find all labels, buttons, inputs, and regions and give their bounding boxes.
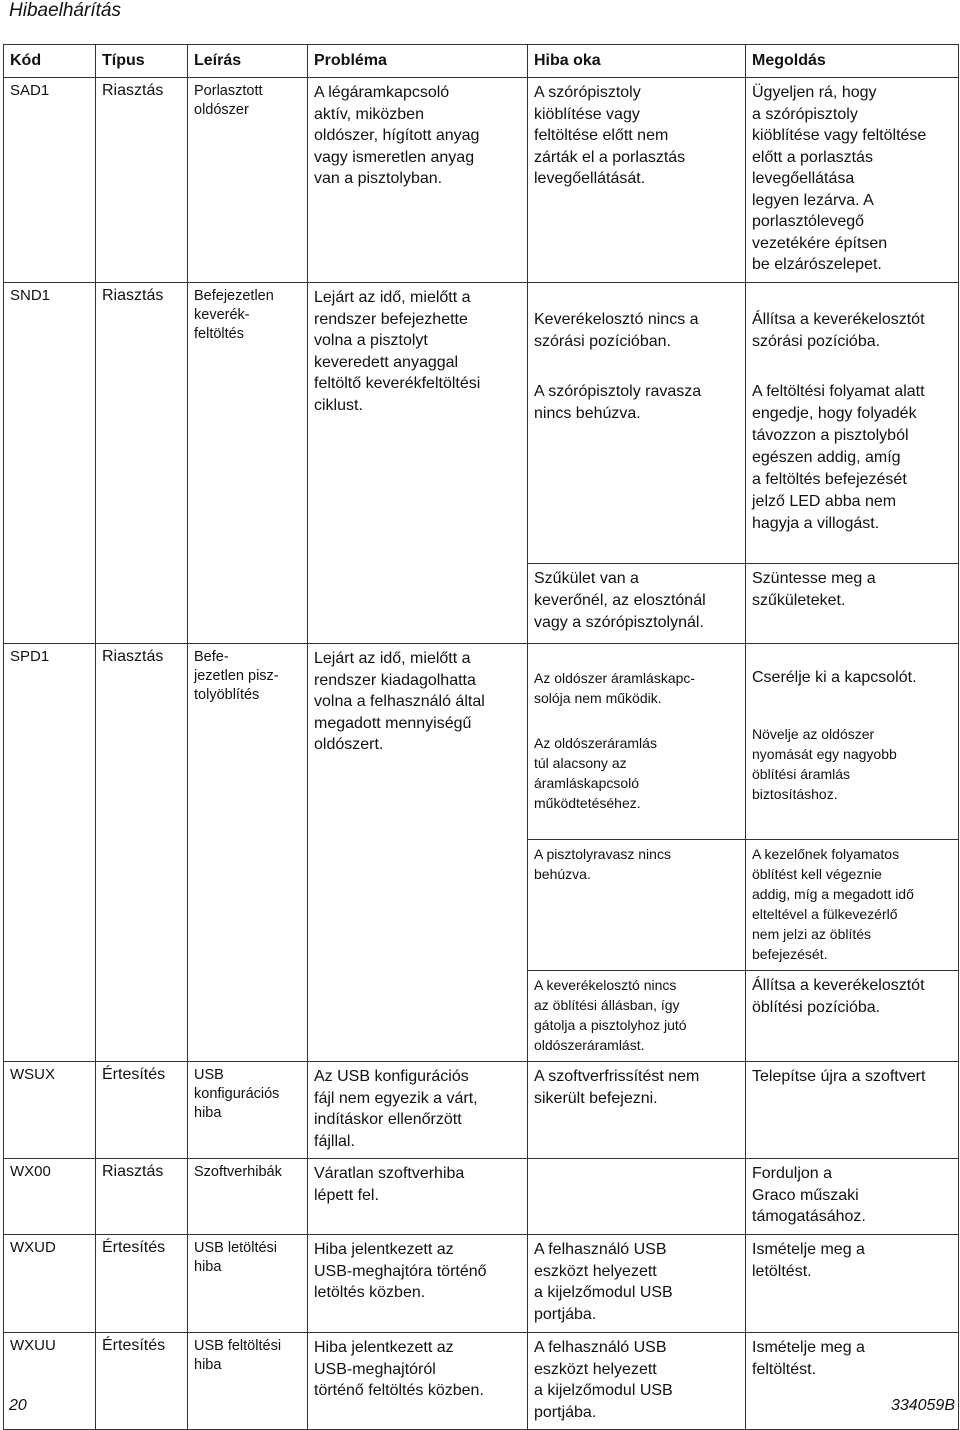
solution-text: Állítsa a keverékelosztót szórási pozícióba. xyxy=(752,311,925,350)
problem-cell: Hiba jelentkezett az USB-meghajtóra történő letöltés közben. xyxy=(308,1235,528,1333)
code-cell: SPD1 xyxy=(4,644,96,1062)
table-row-wxuu xyxy=(4,1333,959,1430)
header-solution: Megoldás xyxy=(746,45,959,78)
header-cause: Hiba oka xyxy=(528,45,746,78)
cause-text: Az oldószer áramláskapc- solója nem működik. xyxy=(534,670,696,706)
description-cell: USB feltöltési hiba xyxy=(188,1333,308,1430)
description-cell: USB konfigurációs hiba xyxy=(188,1062,308,1159)
solution-text: A feltöltési folyamat alatt engedje, hogy folyadék távozzon a pisztolyból egészen addig, amíg a feltöltés befejezését jelző LED abba nem hagyja a villogást. xyxy=(752,383,925,532)
type-cell: Értesítés xyxy=(96,1333,188,1430)
code-cell: WX00 xyxy=(4,1159,96,1235)
table-row-wsux xyxy=(4,1062,959,1159)
description-cell: USB letöltési hiba xyxy=(188,1235,308,1333)
type-cell: Riasztás xyxy=(96,644,188,1062)
type-cell: Riasztás xyxy=(96,78,188,283)
code-cell: WXUU xyxy=(4,1333,96,1430)
solution-cell xyxy=(746,644,959,840)
problem-cell: Lejárt az idő, mielőtt a rendszer befejezhette volna a pisztolyt keveredett anyaggal feltöltő keverékfeltöltési ciklust. xyxy=(308,283,528,644)
code-cell: WXUD xyxy=(4,1235,96,1333)
table-header-row xyxy=(4,45,959,78)
solution-cell xyxy=(746,283,959,564)
solution-cell: Szüntesse meg a szűkületeket. xyxy=(746,564,959,644)
solution-cell: Ismételje meg a letöltést. xyxy=(746,1235,959,1333)
cause-text: Az oldószeráramlás túl alacsony az áramláskapcsoló működtetéséhez. xyxy=(534,735,657,811)
problem-cell: Az USB konfigurációs fájl nem egyezik a várt, indításkor ellenőrzött fájllal. xyxy=(308,1062,528,1159)
header-code: Kód xyxy=(4,45,96,78)
cause-cell: A keverékelosztó nincs az öblítési állásban, így gátolja a pisztolyhoz jutó oldószeráramlást. xyxy=(528,971,746,1062)
problem-cell: Váratlan szoftverhiba lépett fel. xyxy=(308,1159,528,1235)
solution-text: Növelje az oldószer nyomását egy nagyobb öblítési áramlás biztosításhoz. xyxy=(752,726,897,802)
type-cell: Riasztás xyxy=(96,283,188,644)
document-number: 334059B xyxy=(890,1397,955,1414)
cause-cell: A felhasználó USB eszközt helyezett a kijelzőmodul USB portjába. xyxy=(528,1235,746,1333)
code-cell: SAD1 xyxy=(4,78,96,283)
type-cell: Értesítés xyxy=(96,1062,188,1159)
page-title: Hibaelhárítás xyxy=(9,0,121,21)
problem-cell: Hiba jelentkezett az USB-meghajtóról történő feltöltés közben. xyxy=(308,1333,528,1430)
description-cell: Szoftverhibák xyxy=(188,1159,308,1235)
table-row-snd1 xyxy=(4,283,959,564)
table-row-spd1 xyxy=(4,644,959,840)
troubleshooting-table xyxy=(3,44,959,1430)
table-row-sad1 xyxy=(4,78,959,283)
code-cell: WSUX xyxy=(4,1062,96,1159)
code-cell: SND1 xyxy=(4,283,96,644)
cause-cell xyxy=(528,644,746,840)
cause-cell xyxy=(528,1159,746,1235)
header-problem: Probléma xyxy=(308,45,528,78)
cause-cell: Szűkület van a keverőnél, az elosztónál vagy a szórópisztolynál. xyxy=(528,564,746,644)
description-cell: Porlasztott oldószer xyxy=(188,78,308,283)
solution-cell: A kezelőnek folyamatos öblítést kell végeznie addig, míg a megadott idő elteltével a fülkevezérlő nem jelzi az öblítés befejezését. xyxy=(746,840,959,971)
cause-cell: A szoftverfrissítést nem sikerült befejezni. xyxy=(528,1062,746,1159)
table-row-wxud xyxy=(4,1235,959,1333)
cause-cell: A szórópisztoly kiöblítése vagy feltöltése előtt nem zárták el a porlasztás levegőellátását. xyxy=(528,78,746,283)
problem-cell: Lejárt az idő, mielőtt a rendszer kiadagolhatta volna a felhasználó által megadott mennyiségű oldószert. xyxy=(308,644,528,1062)
solution-cell: Állítsa a keverékelosztót öblítési pozícióba. xyxy=(746,971,959,1062)
cause-text: A szórópisztoly ravasza nincs behúzva. xyxy=(534,383,702,422)
solution-cell: Ügyeljen rá, hogy a szórópisztoly kiöblítése vagy feltöltése előtt a porlasztás levegőellátása legyen lezárva. A porlasztólevegő vezetékére építsen be elzárószelepet. xyxy=(746,78,959,283)
solution-text: Cserélje ki a kapcsolót. xyxy=(752,669,917,686)
header-description: Leírás xyxy=(188,45,308,78)
solution-cell: Forduljon a Graco műszaki támogatásához. xyxy=(746,1159,959,1235)
page-number: 20 xyxy=(9,1397,27,1414)
cause-cell: A pisztolyravasz nincs behúzva. xyxy=(528,840,746,971)
solution-cell: Ismételje meg a feltöltést. xyxy=(746,1333,959,1430)
description-cell: Befejezetlen keverék- feltöltés xyxy=(188,283,308,644)
table-row-wx00 xyxy=(4,1159,959,1235)
description-cell: Befe- jezetlen pisz- tolyöblítés xyxy=(188,644,308,1062)
problem-cell: A légáramkapcsoló aktív, miközben oldószer, hígított anyag vagy ismeretlen anyag van a pisztolyban. xyxy=(308,78,528,283)
header-type: Típus xyxy=(96,45,188,78)
type-cell: Riasztás xyxy=(96,1159,188,1235)
type-cell: Értesítés xyxy=(96,1235,188,1333)
cause-cell: A felhasználó USB eszközt helyezett a kijelzőmodul USB portjába. xyxy=(528,1333,746,1430)
cause-text: Keverékelosztó nincs a szórási pozícióban. xyxy=(534,311,699,350)
cause-cell xyxy=(528,283,746,564)
solution-cell: Telepítse újra a szoftvert xyxy=(746,1062,959,1159)
